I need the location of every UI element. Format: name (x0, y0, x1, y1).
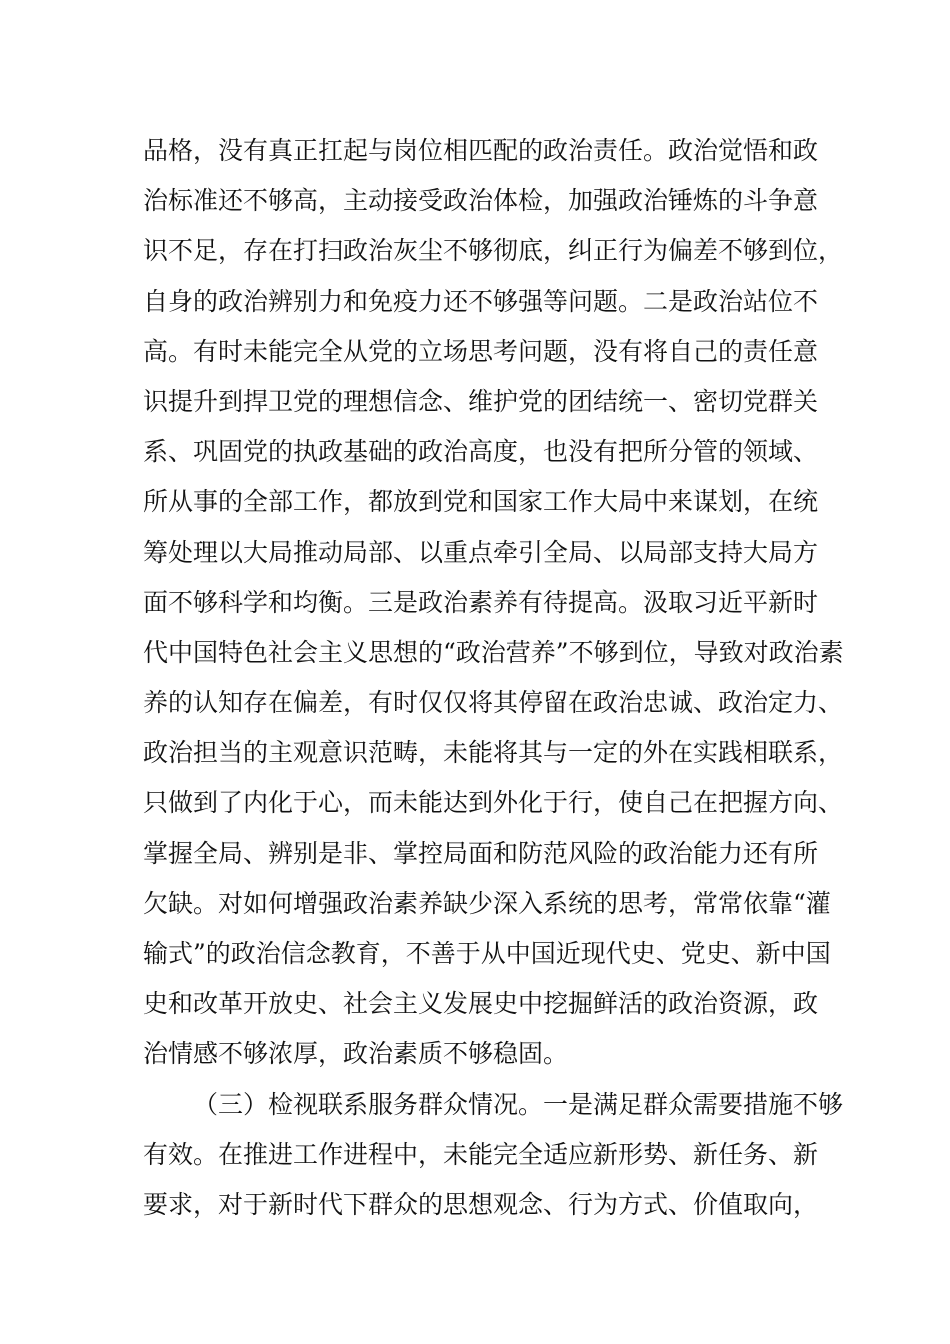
text-line: 系、巩固党的执政基础的政治高度，也没有把所分管的领域、 (143, 437, 819, 467)
text-line: 要求，对于新时代下群众的思想观念、行为方式、价值取向， (143, 1189, 819, 1219)
text-line: 治标准还不够高，主动接受政治体检，加强政治锤炼的斗争意 (143, 186, 819, 216)
text-line: 识提升到捍卫党的理想信念、维护党的团结统一、密切党群关 (143, 386, 819, 416)
body-text (143, 126, 844, 1230)
text-line: 政治担当的主观意识范畴，未能将其与一定的外在实践相联系， (143, 738, 844, 768)
text-line: （三）检视联系服务群众情况。一是满足群众需要措施不够 (193, 1089, 844, 1119)
text-line: 有效。在推进工作进程中，未能完全适应新形势、新任务、新 (143, 1139, 819, 1169)
text-line: 养的认知存在偏差，有时仅仅将其停留在政治忠诚、政治定力、 (143, 688, 844, 718)
text-line: 识不足，存在打扫政治灰尘不够彻底，纠正行为偏差不够到位， (143, 236, 844, 266)
text-line: 高。有时未能完全从党的立场思考问题，没有将自己的责任意 (143, 336, 819, 366)
text-line: 代中国特色社会主义思想的“政治营养”不够到位，导致对政治素 (143, 637, 844, 667)
text-line: 史和改革开放史、社会主义发展史中挖掘鲜活的政治资源，政 (143, 989, 819, 1019)
text-line: 掌握全局、辨别是非、掌控局面和防范风险的政治能力还有所 (143, 838, 819, 868)
text-line: 治情感不够浓厚，政治素质不够稳固。 (143, 1039, 569, 1069)
text-line: 只做到了内化于心，而未能达到外化于行，使自己在把握方向、 (143, 788, 844, 818)
text-line: 筹处理以大局推动局部、以重点牵引全局、以局部支持大局方 (143, 537, 819, 567)
text-line: 面不够科学和均衡。三是政治素养有待提高。汲取习近平新时 (143, 587, 819, 617)
text-line: 欠缺。对如何增强政治素养缺少深入系统的思考，常常依靠“灌 (143, 888, 831, 918)
text-line: 输式”的政治信念教育，不善于从中国近现代史、党史、新中国 (143, 939, 831, 968)
text-line: 自身的政治辨别力和免疫力还不够强等问题。二是政治站位不 (143, 286, 819, 316)
text-line: 所从事的全部工作，都放到党和国家工作大局中来谋划，在统 (143, 487, 819, 517)
text-line: 品格，没有真正扛起与岗位相匹配的政治责任。政治觉悟和政 (143, 136, 819, 165)
